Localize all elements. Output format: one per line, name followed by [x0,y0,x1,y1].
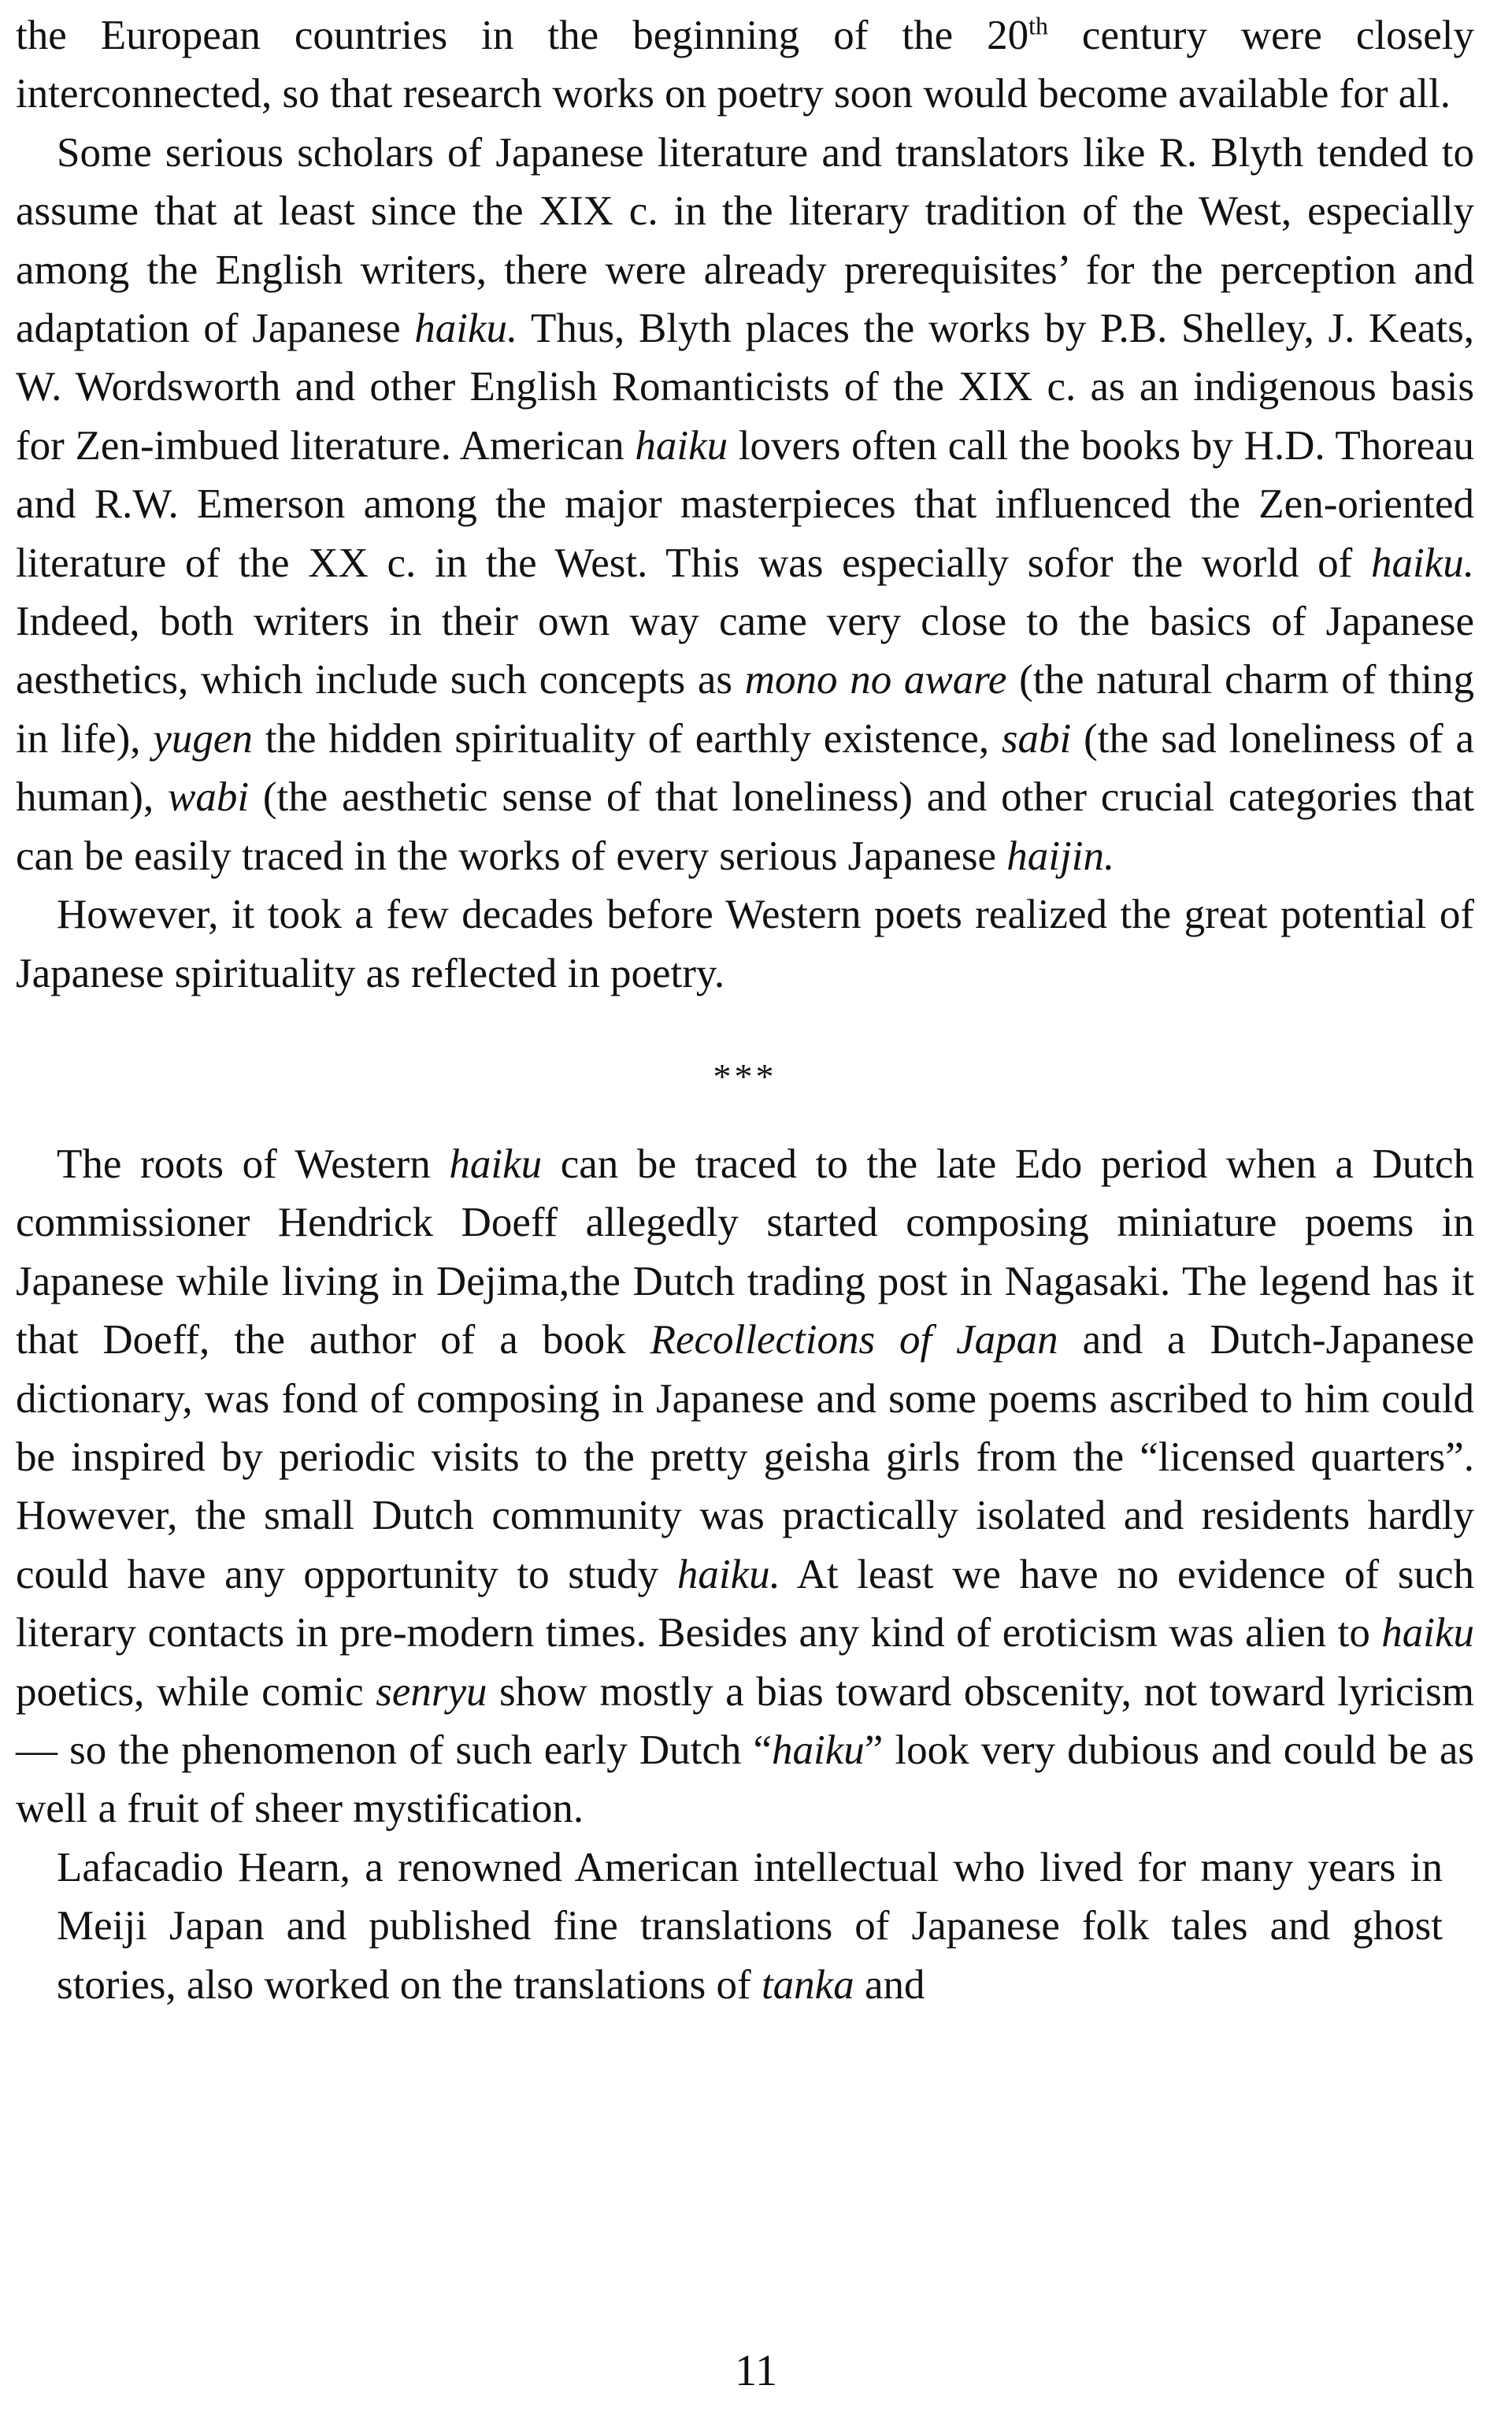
italic-term: haiku. [1371,540,1474,586]
text-run: ” look very dubious and could be as well a fruit of sheer mystification. [16,1727,1474,1832]
superscript-ordinal: th [1028,12,1048,40]
text-run: (the sad loneliness of a human), [16,715,1474,821]
paragraph-5 [57,1838,1443,2014]
section-separator: *** [713,1055,777,1096]
text-run: Thus, Blyth places the works by P.B. Shelley, J. Keats, W. Wordsworth and other English Romanticists of the XIX c. as an indigenous basis for Zen-imbued literature. American [16,306,1474,469]
page-number: 11 [735,2346,777,2395]
italic-term: haiku [449,1141,543,1187]
text-run: century were closely interconnected, so that research works on poetry soon would become available for all. [16,13,1474,117]
paragraph-1 [16,6,1474,124]
text-run: the European countries in the beginning of the 20 [16,13,1029,58]
text-run: and a Dutch-Japanese dictionary, was fond of composing in Japanese and some poems ascribed to him could be inspired by periodic visits to the pretty geisha girls from the “licensed quarters”. However, the small Dutch community was practically isolated and residents hardly could have any opportunity to study [16,1317,1474,1597]
text-run: The roots of Western [57,1141,450,1187]
text-run: lovers often call the books by H.D. Thoreau and R.W. Emerson among the major masterpieces that influenced the Zen-oriented literature of the XX c. in the West. This was especially sofor the world of [16,422,1474,586]
text-run: Some serious scholars of Japanese literature and translators like R. Blyth tended to assume that at least since the XIX c. in the literary tradition of the West, especially among the English writers, there were already prerequisites’ for the perception and adaptation of Japanese [16,129,1474,352]
text-run: (the aesthetic sense of that loneliness) and other crucial categories that can be easily traced in the works of every serious Japanese [16,774,1474,879]
text-run: (the natural charm of thing in life), [16,657,1475,762]
italic-term: haiku [772,1727,865,1773]
paragraph-4 [16,1135,1474,1838]
text-run: can be traced to the late Edo period when a Dutch commissioner Hendrick Doeff allegedly started composing miniature poems in Japanese while living in Dejima,the Dutch trading post in Nagasaki. The legend has it that Doeff, the author of a book [16,1141,1474,1363]
text-run: and [854,1961,925,2008]
italic-term: haiku. [414,306,518,352]
italic-term: tanka [761,1961,854,2008]
italic-term: haiku [1381,1610,1474,1656]
italic-term: wabi [167,774,250,821]
text-run: the hidden spirituality of earthly existence, [252,715,1002,762]
text-run: Indeed, both writers in their own way came very close to the basics of Japanese aesthetics, which include such concepts as [16,599,1474,703]
text-run: poetics, while comic [16,1668,376,1715]
italic-book-title: Recollections of Japan [650,1317,1058,1363]
italic-term: sabi [1001,715,1072,762]
paragraph-3 [16,885,1474,1003]
text-run: However, it took a few decades before Western poets realized the great potential of Japanese spirituality as reflected in poetry. [16,892,1474,996]
italic-term: haiku. [676,1551,780,1597]
italic-term: haiku [635,422,728,469]
text-run: Lafacadio Hearn, a renowned American intellectual who lived for many years in Meiji Japan and published fine translations of Japanese folk tales and ghost stories, also worked on the translations of [57,1844,1443,2008]
italic-term: mono no aware [744,657,1007,703]
text-run: show mostly a bias toward obscenity, not toward lyricism — so the phenomenon of such early Dutch “ [16,1668,1474,1773]
italic-term: senryu [376,1668,487,1715]
text-run: At least we have no evidence of such literary contacts in pre-modern times. Besides any kind of eroticism was alien to [16,1551,1474,1656]
italic-term: yugen [153,715,253,762]
italic-term: haijin. [1006,833,1115,879]
body-text [16,6,1474,2014]
paragraph-2 [16,124,1474,885]
